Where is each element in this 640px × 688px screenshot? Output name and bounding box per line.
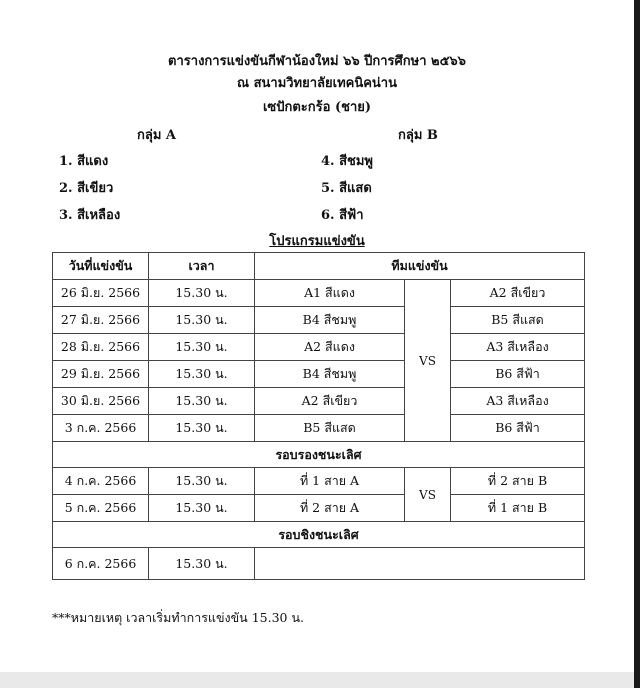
match-time: 15.30 น. [149,415,255,442]
match-team-2: A3 สีเหลือง [451,334,585,361]
match-date: 5 ก.ค. 2566 [53,495,149,522]
program-title: โปรแกรมแข่งขัน [269,234,365,249]
semifinal-title: รอบรองชนะเลิศ [53,442,585,468]
match-team-2: ที่ 2 สาย B [451,468,585,495]
group-b-title: กลุ่ม B [398,128,438,143]
table-row [53,415,585,442]
table-row [53,361,585,388]
match-time: 15.30 น. [149,361,255,388]
schedule-table [52,252,585,580]
table-row [53,280,585,307]
match-time: 15.30 น. [149,307,255,334]
match-team-2: B6 สีฟ้า [451,361,585,388]
match-time: 15.30 น. [149,468,255,495]
table-row [53,388,585,415]
group-a-team: 3. สีเหลือง [59,208,121,223]
match-team-1: B5 สีแสด [255,415,405,442]
match-date: 4 ก.ค. 2566 [53,468,149,495]
final-teams-cell [255,548,585,580]
match-date: 6 ก.ค. 2566 [53,548,149,580]
table-row [53,468,585,495]
match-date: 28 มิ.ย. 2566 [53,334,149,361]
match-date: 30 มิ.ย. 2566 [53,388,149,415]
match-team-2: B5 สีแสด [451,307,585,334]
vs-label: VS [405,280,451,442]
group-a-team: 1. สีแดง [59,154,109,169]
match-team-1: B4 สีชมพู [255,307,405,334]
match-date: 29 มิ.ย. 2566 [53,361,149,388]
match-team-1: A2 สีเขียว [255,388,405,415]
match-team-1: A1 สีแดง [255,280,405,307]
section-row [53,522,585,548]
match-team-2: A2 สีเขียว [451,280,585,307]
match-time: 15.30 น. [149,495,255,522]
column-header-date: วันที่แข่งขัน [53,253,149,280]
group-a-title: กลุ่ม A [137,128,177,143]
match-time: 15.30 น. [149,548,255,580]
vs-label: VS [405,468,451,522]
match-team-1: B4 สีชมพู [255,361,405,388]
match-team-2: B6 สีฟ้า [451,415,585,442]
match-team-1: ที่ 1 สาย A [255,468,405,495]
match-time: 15.30 น. [149,334,255,361]
section-row [53,442,585,468]
table-row [53,307,585,334]
table-header-row [53,253,585,280]
column-header-teams: ทีมแข่งขัน [255,253,585,280]
match-team-2: ที่ 1 สาย B [451,495,585,522]
right-edge-border [634,0,640,688]
final-title: รอบชิงชนะเลิศ [53,522,585,548]
bottom-edge-band [0,672,634,688]
group-b-team: 5. สีแสด [321,181,372,196]
sport-line: เซปักตะกร้อ (ชาย) [262,100,372,115]
match-team-1: A2 สีแดง [255,334,405,361]
group-a-team: 2. สีเขียว [59,181,114,196]
table-row [53,548,585,580]
group-b-team: 4. สีชมพู [321,154,373,169]
table-row [53,334,585,361]
match-date: 3 ก.ค. 2566 [53,415,149,442]
match-date: 27 มิ.ย. 2566 [53,307,149,334]
table-row [53,495,585,522]
group-b-team: 6. สีฟ้า [321,208,364,223]
match-team-1: ที่ 2 สาย A [255,495,405,522]
match-time: 15.30 น. [149,280,255,307]
footnote: ***หมายเหตุ เวลาเริ่มทำการแข่งขัน 15.30 น. [52,610,304,625]
document-title: ตารางการแข่งขันกีฬาน้องใหม่ ๖๖ ปีการศึกษา ๒๕๖๖ [168,54,466,69]
venue-line: ณ สนามวิทยาลัยเทคนิคน่าน [236,76,397,91]
column-header-time: เวลา [149,253,255,280]
match-time: 15.30 น. [149,388,255,415]
match-team-2: A3 สีเหลือง [451,388,585,415]
match-date: 26 มิ.ย. 2566 [53,280,149,307]
